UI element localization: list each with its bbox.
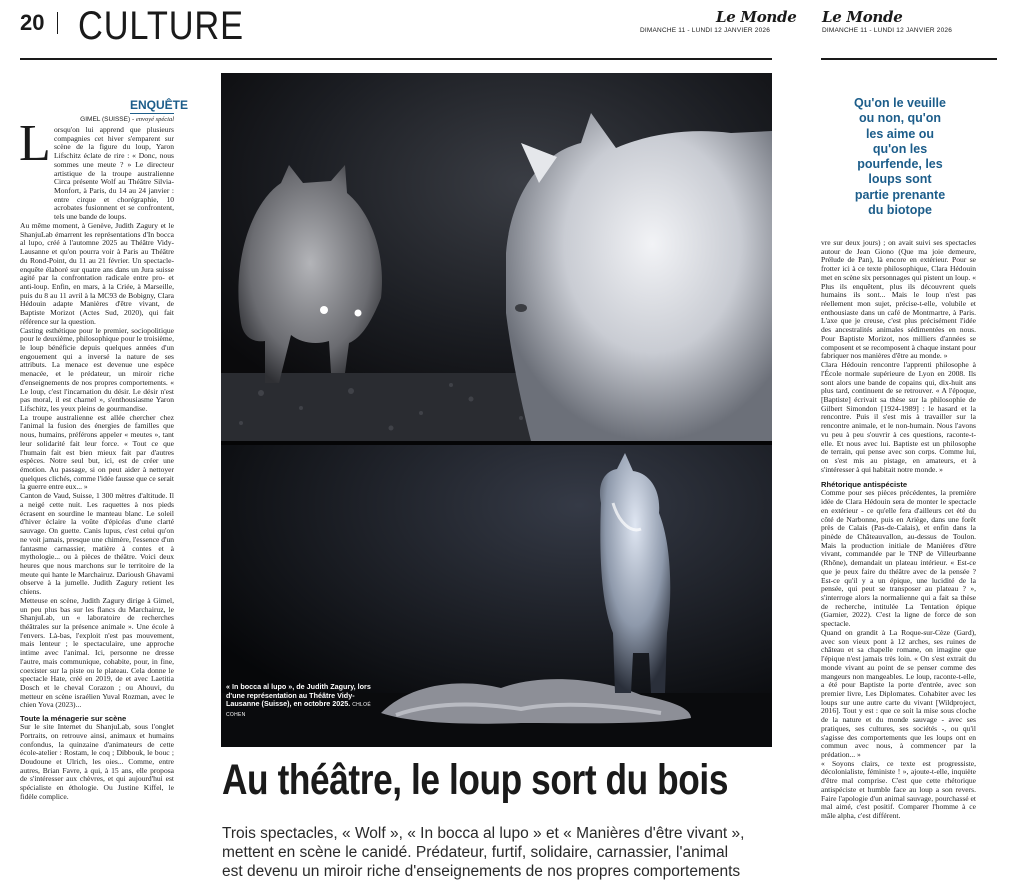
deck-line: Trois spectacles, « Wolf », « In bocca al lupo » et « Manières d'être vivant », [222, 825, 745, 842]
body-subhead: Rhétorique antispéciste [821, 480, 908, 490]
body-paragraph: orsqu'on lui apprend que plusieurs compagnies cet hiver s'emparent sur scène de la figure du loup, Yaron Lifschitz éclate de rire : « Donc, nous sommes une meute ? » Le directeur artistique de la troupe australienne Circa présente Wolf au Théâtre Silvia-Monfort, à Paris, du 14 au 24 janvier : entre cirque et chorégraphie, 10 acrobates fusionnent et se confrontent, tels une bande de loups. [54, 126, 174, 222]
body-paragraph: Au même moment, à Genève, Judith Zagury et le ShanjuLab émarrent les représentations d'In bocca al lupo, créé à l'automne 2025 au Théâtre Vidy-Lausanne et qu'on pourra voir à Paris au Théâtre du Rond-Point, du 11 au 21 février. Un spectacle-enquête élaboré sur quatre ans dans un Jura suisse agité par la confrontation radicale entre pro- et anti-loup. Enfin, en mars, à la Criée, à Marseille, puis du 8 au 11 avril à la MC93 de Bobigny, Clara Hédouin adapte Manières d'être vivant, de Baptiste Morizot (Actes Sud, 2020), qui fait référence sur la question. [20, 220, 174, 326]
section-title: CULTURE [78, 4, 244, 48]
article-photo [221, 73, 772, 747]
body-paragraph: Sur le site Internet du ShanjuLab, sous l'onglet Portraits, on retrouve ainsi, animaux et humains confondus, la quinzaine d'animateurs de cette école-atelier : Rostam, le coq ; Dibbouk, le bouc ; Doudoune et Ulrich, les oies... Comme, entre autres, Brian Favre, à qui, à 15 ans, elle proposa de s'intéresser aux chèvres, et qui aujourd'hui est spécialiste en éthologie. Ou Justine Kiffel, le fidèle complice. [20, 722, 174, 801]
body-paragraph: vre sur deux jours) ; on avait suivi ses spectacles autour de Jean Giono (Que ma joie demeure, Prélude de Pan), là encore en extérieur. Pour se frotter ici à ce texte philosophique, Clara Hédouin met en scène six personnages qui pistent un loup. « Plus ils enquêtent, plus ils découvrent quels humains ils sont... Mais le loup n'est pas réellement mon sujet, précise-t-elle, volubile et enthousiaste dans un café de Montmartre, à Paris. L'axe que je creuse, c'est plus précisément l'idée des ancestralités animales sédimentées en nous. Pour Baptiste Morizot, nos milliers d'années se composent et se recomposent à chaque instant pour fabriquer nos manières d'être au monde. » [821, 239, 976, 361]
article-kicker: ENQUÊTE [130, 98, 189, 112]
deck-line: mettent en scène le canidé. Prédateur, furtif, solidaire, carnassier, l'animal [222, 844, 729, 861]
body-paragraph: Metteuse en scène, Judith Zagury dirige à Gimel, un peu plus bas sur les flancs du Marchairuz, le ShanjuLab, un « laboratoire de recherches théâtrales sur la présence animale ». Une école à l'envers. Là-bas, l'exploit n'est pas mouvement, mais lenteur ; le spectaculaire, une approche intime avec l'animal. Ici, personne ne dresse l'autre, mais communique, cohabite, pour, in fine, coexister sur la piste ou le plateau. Cela donne le spectacle Hate, créé en 2019, de et avec Laetitia Dosch et le cheval Corazon ; ou Ahouvi, du metteur en scène israélien Yuval Rozman, avec le chien Yova (2023)... [20, 595, 174, 710]
body-paragraph: La troupe australienne est allée chercher chez l'animal la fusion des énergies de familles que nous, humains, préférons appeler « meutes », tant leur solidarité fait leur force. « Tout ce que l'humain fait est bien mieux fait par d'autres espèces. Notre seul but, ici, est de créer une émotion. Au passage, si on peut aider à nettoyer quelques clichés, comme l'idée fausse que ce serait la guerre entre eux... » [20, 412, 174, 492]
body-paragraph: Casting esthétique pour le premier, sociopolitique pour le deuxième, philosophique pour le troisième, le loup bénéficie depuis quelques années d'un engouement qui a inversé la nature de ses attributs. La menace est devenue une espèce menacée, et le prédateur, un miroir riche d'enseignements de nos propres comportements. « Le loup, c'est l'incarnation du désir. Le désir n'est pas moral, il est charnel », s'enthousiasme Yaron Lifschitz, les yeux pleins de gourmandise. [20, 325, 174, 413]
photo-caption [226, 683, 376, 719]
page-number-divider [57, 12, 58, 34]
page-number: 20 [20, 10, 45, 35]
body-paragraph: Comme pour ses pièces précédentes, la première idée de Clara Hédouin sera de monter le spectacle en extérieur - ce qu'elle fera d'ailleurs cet été du côté de Narbonne, puis en Ariège, dans une forêt près de Calais (Pas-de-Calais), et enfin dans la pinède de Châteauvallon, au-dessus de Toulon. Mais la production initiale de Manières d'être vivant, commandée par le TNP de Villeurbanne (Rhône), demandait un plateau intérieur. « Est-ce que je peux faire du théâtre avec de la pensée ? Est-ce qu'il y a un épique, une lucidité de la pensée, qui peut se transposer au plateau ? », s'interroge alors la normalienne qui a fait sa thèse de recherche, intitulée La Tentation épique (Garnier, 2022). C'est la ligne de force de son spectacle. [821, 488, 976, 629]
photo-illustration [221, 73, 772, 747]
dateline-right: DIMANCHE 11 - LUNDI 12 JANVIER 2026 [822, 27, 953, 34]
article-body-left [20, 126, 174, 882]
article-dropcap: L [19, 115, 51, 172]
body-subhead: Toute la ménagerie sur scène [20, 714, 127, 724]
deck-line: est devenu un miroir riche d'enseignements de nos propres comportements [222, 863, 741, 880]
photo-credit: CHLOÉ COHEN [226, 702, 371, 718]
body-paragraph: « Soyons clairs, ce texte est progressiste, décolonialiste, féministe ! », ajoute-t-elle, inquiète d'être mal comprise. C'est que cette rhétorique antispéciste et humble face au loup a son revers. Faire l'apologie d'un animal sauvage, pourchassé et mal aimé, c'est positif. Comparer l'homme à ce mâle alpha, c'est différent. [821, 758, 976, 820]
kicker-underline [130, 113, 174, 114]
masthead-logo-left: Le Monde [716, 8, 797, 26]
masthead-logo-right: Le Monde [822, 8, 903, 26]
photo-caption-text: « In bocca al lupo », de Judith Zagury, lors d'une représentation au Théâtre Vidy-Lausanne (Suisse), en octobre 2025. [226, 682, 371, 709]
body-paragraph: Clara Hédouin rencontre l'apprenti philosophe à l'École normale supérieure de Lyon en 2008. Ils sont alors une bande de copains qui, dix-huit ans plus tard, continuent de se retrouver. « A l'époque, [Baptiste] écrivait sa thèse sur la philosophie de Gilbert Simondon [1924-1989] : le hasard et la rencontre. Puis il s'est mis à travailler sur la rencontre animale, et le non-humain. Nous l'avons vu peu à peu s'ouvrir à ces questions, raconte-t-elle. Et nous avec lui. Baptiste est un philosophe de terrain, qui pense avec son corps. Comme lui, on s'est mis au pistage, en amateurs, et à s'intéresser à qui habitait notre monde. » [821, 360, 976, 474]
body-paragraph: Canton de Vaud, Suisse, 1 300 mètres d'altitude. Il a neigé cette nuit. Les raquettes à nos pieds écrasent en sourdine le manteau blanc. Le soleil d'hiver éclaire la voûte d'épicéas d'une clarté sauvage. On guette. Canis lupus, c'est celui qu'on ne voit jamais, presque une chimère, l'essence d'un fantasme carnassier, matière à contes et à mythologie... ou à pièces de théâtre. Voici deux heures que nous marchons sur le territoire de la meute qui hante le Marchairuz. Darioush Ghavami observe à la jumelle. Judith Zagury retient les chiens. [20, 491, 174, 597]
article-body-right [821, 239, 976, 882]
dateline-left: DIMANCHE 11 - LUNDI 12 JANVIER 2026 [640, 27, 771, 34]
header-rule-left [20, 58, 772, 60]
byline-place: GIMEL (SUISSE) - [80, 116, 136, 123]
article-deck [222, 824, 782, 881]
article-headline: Au théâtre, le loup sort du bois [222, 756, 729, 804]
byline-role: envoyé spécial [135, 116, 174, 123]
body-paragraph: Quand on grandit à La Roque-sur-Cèze (Gard), avec son vieux pont à 12 arches, ses ruines de château et sa chapelle romane, on imagine que l'épique n'est jamais très loin. « On s'est extrait du monde vivant au point de se penser comme des mangeurs non mangeables. Le loup, raconte-t-elle, a été pour Baptiste la porte d'entrée, avec son premier livre, Les Diplomates. Cohabiter avec les loups sur une autre carte du vivant [Wildproject, 2016]. Tout y est : que ce soit la mise sous cloche de la nature et du monde sauvage - avec ses pratiques, ses cultures, ses sociétés -, ou qu'il s'agisse des comportements que les loups ont en commun avec nous, à commencer par la prédation... » [821, 627, 976, 759]
header-rule-right [821, 58, 997, 60]
pull-quote: Qu'on le veuille ou non, qu'on les aime ou qu'on les pourfende, les loups sont partie prenante du biotope [854, 96, 946, 218]
article-byline [60, 116, 174, 123]
